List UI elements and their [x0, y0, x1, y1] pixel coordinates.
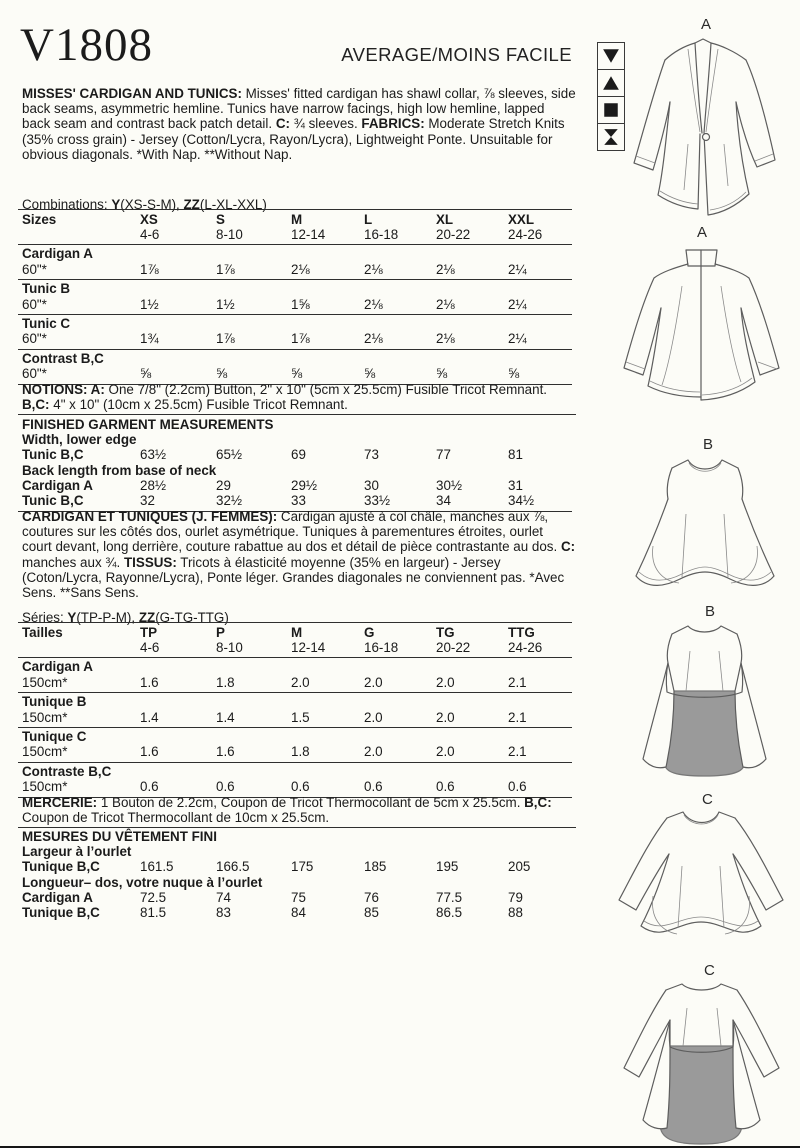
cell: 0.6 [436, 779, 455, 795]
cardigan-a-back-drawing [612, 244, 792, 406]
table-row [18, 349, 572, 384]
cell: 2¼ [508, 331, 527, 347]
combo-y: Y [111, 197, 121, 212]
row-name: Contrast B,C [22, 351, 104, 367]
notions-english [18, 382, 576, 415]
mercerie-text2: Coupon de Tricot Thermocollant de 10cm x 25.5cm. [22, 810, 330, 826]
cell: 81 [508, 447, 523, 463]
size-range: 8-10 [216, 639, 243, 655]
series-y: Y [67, 610, 77, 625]
cell: 30 [364, 477, 379, 493]
measure-group-label: Largeur à l’ourlet [22, 844, 132, 860]
measure-group-label: Width, lower edge [22, 432, 137, 448]
row-unit: 150cm* [22, 674, 68, 690]
mercerie-text: 1 Bouton de 2.2cm, Coupon de Tricot Thermocollant de 5cm x 25.5cm. [97, 795, 525, 810]
size-col: L [364, 211, 373, 227]
cell: 2⅛ [364, 331, 383, 347]
yardage-table-english [18, 209, 572, 385]
series-y-sizes: (TP-P-M), [76, 610, 139, 625]
cell: 1⅞ [140, 261, 159, 277]
cell: 1.6 [216, 744, 235, 760]
cell: 83 [216, 905, 231, 921]
cell: 73 [364, 447, 379, 463]
cell: 0.6 [364, 779, 383, 795]
cell: 72.5 [140, 889, 167, 905]
cell: 74 [216, 889, 231, 905]
cell: 1⅞ [216, 331, 235, 347]
tunic-b-front-drawing [622, 454, 787, 596]
size-col: TTG [508, 624, 535, 640]
cell: ⅝ [291, 366, 303, 382]
cell: 0.6 [140, 779, 159, 795]
size-range: 12-14 [291, 639, 326, 655]
table-header [18, 622, 572, 657]
cell: 34½ [508, 493, 535, 509]
row-name: Tunique B [22, 694, 87, 710]
size-col: P [216, 624, 225, 640]
cell: 2.1 [508, 709, 527, 725]
combo-zz-sizes: (L-XL-XXL) [199, 197, 267, 212]
row-name: Cardigan A [22, 246, 93, 262]
size-range: 24-26 [508, 639, 543, 655]
table-row [18, 692, 572, 727]
cell: 32 [140, 493, 155, 509]
cell: 1½ [216, 296, 235, 312]
cell: 1⅝ [291, 296, 310, 312]
cell: 76 [364, 889, 379, 905]
size-col: TG [436, 624, 455, 640]
fabrics-heading: FABRICS: [361, 116, 425, 132]
mercerie-heading: MERCERIE: [22, 795, 98, 810]
cell: 0.6 [291, 779, 310, 795]
cell: 0.6 [216, 779, 235, 795]
cell: 1.8 [291, 744, 310, 760]
row-name: Tunique B,C [22, 905, 100, 921]
cell: 2¼ [508, 261, 527, 277]
desc-en-text2: ¾ sleeves. [289, 116, 362, 132]
cell: 69 [291, 447, 306, 463]
series-label: Séries: [22, 610, 68, 625]
size-col: M [291, 211, 303, 227]
table-header [18, 209, 572, 244]
cell: 79 [508, 889, 523, 905]
row-unit: 60"* [22, 331, 47, 347]
notions-bc: B,C: [22, 397, 50, 413]
row-name: Tunic B [22, 281, 71, 297]
size-col: S [216, 211, 225, 227]
difficulty-label: AVERAGE/MOINS FACILE [341, 44, 572, 65]
row-unit: 60"* [22, 366, 47, 382]
desc-fr-heading: CARDIGAN ET TUNIQUES (J. FEMMES): [22, 509, 278, 524]
contrast-back-panel [665, 691, 744, 776]
cell: 166.5 [216, 859, 250, 875]
tunic-c-back-drawing [613, 980, 791, 1148]
row-unit: 60"* [22, 261, 47, 277]
cell: ⅝ [436, 366, 448, 382]
cell: 2⅛ [436, 331, 455, 347]
notions-heading: NOTIONS: A: [22, 382, 105, 397]
cell: 185 [364, 859, 387, 875]
row-unit: 150cm* [22, 744, 68, 760]
view-label-b-front: B [703, 436, 714, 453]
cell: 195 [436, 859, 459, 875]
view-label-c-back: C [704, 962, 715, 979]
cell: 28½ [140, 477, 167, 493]
view-label-a-front: A [701, 16, 712, 33]
cell: 81.5 [140, 905, 167, 921]
row-name: Cardigan A [22, 659, 93, 675]
cell: 1⅞ [291, 331, 310, 347]
cell: 65½ [216, 447, 243, 463]
table-row [18, 279, 572, 314]
cell: 2⅛ [436, 296, 455, 312]
finished-measurements-english [18, 416, 572, 512]
notions-text2: 4" x 10" (10cm x 25.5cm) Fusible Tricot Remnant. [49, 397, 348, 413]
cell: 75 [291, 889, 306, 905]
cell: 84 [291, 905, 306, 921]
size-col: XS [140, 211, 158, 227]
mercerie-bc: B,C: [524, 795, 552, 810]
size-range: 4-6 [140, 226, 160, 242]
cell: 0.6 [508, 779, 527, 795]
contrast-back-panel [660, 1046, 742, 1144]
yardage-table-french [18, 622, 572, 798]
cell: 2.1 [508, 744, 527, 760]
cell: 1.5 [291, 709, 310, 725]
row-unit: 60"* [22, 296, 47, 312]
cell: 175 [291, 859, 314, 875]
description-french [22, 509, 576, 600]
cell: 29 [216, 477, 231, 493]
cell: 1½ [140, 296, 159, 312]
cell: 2⅛ [364, 296, 383, 312]
table-row [18, 727, 572, 762]
row-name: Cardigan A [22, 889, 93, 905]
cell: 86.5 [436, 905, 463, 921]
table-row [18, 314, 572, 349]
row-unit: 150cm* [22, 709, 68, 725]
measure-group-label: Longueur– dos, votre nuque à l’ourlet [22, 874, 263, 890]
size-range: 20-22 [436, 226, 471, 242]
cell: 2⅛ [291, 261, 310, 277]
cell: 2¼ [508, 296, 527, 312]
combo-zz: ZZ [183, 197, 200, 212]
cell: 33½ [364, 493, 391, 509]
table-row [18, 657, 572, 692]
view-label-b-back: B [705, 603, 716, 620]
cell: ⅝ [216, 366, 228, 382]
cell: ⅝ [140, 366, 152, 382]
cell: 85 [364, 905, 379, 921]
combinations-label: Combinations: [22, 197, 112, 212]
combo-y-sizes: (XS-S-M), [120, 197, 184, 212]
cell: 88 [508, 905, 523, 921]
cell: 31 [508, 477, 523, 493]
cell: 1.6 [140, 744, 159, 760]
cell: 30½ [436, 477, 463, 493]
cell: 2.0 [364, 674, 383, 690]
cell: 2⅛ [436, 261, 455, 277]
cell: 1.6 [140, 674, 159, 690]
view-label-a-back: A [697, 224, 708, 241]
size-col: TP [140, 624, 158, 640]
size-range: 16-18 [364, 226, 399, 242]
cell: 33 [291, 493, 306, 509]
series-zz-sizes: (G-TG-TTG) [155, 610, 229, 625]
row-name: Contraste B,C [22, 764, 112, 780]
cell: 1.4 [140, 709, 159, 725]
tunic-c-front-drawing [605, 808, 797, 953]
cardigan-a-front-drawing [618, 36, 793, 224]
row-name: Tunic B,C [22, 493, 84, 509]
desc-en-view-c: C: [275, 116, 290, 132]
cell: 1.4 [216, 709, 235, 725]
row-name: Tunique B,C [22, 859, 100, 875]
cell: 2.0 [436, 709, 455, 725]
row-name: Tunic C [22, 316, 71, 332]
cell: 1⅞ [216, 261, 235, 277]
cell: 63½ [140, 447, 167, 463]
col-header: Tailles [22, 624, 63, 640]
mercerie-french [18, 795, 576, 828]
size-range: 12-14 [291, 226, 326, 242]
cell: 34 [436, 493, 451, 509]
size-col: XL [436, 211, 454, 227]
size-range: 20-22 [436, 639, 471, 655]
cell: 29½ [291, 477, 318, 493]
size-col: XXL [508, 211, 535, 227]
desc-fr-view-c: C: [560, 539, 576, 555]
cell: 161.5 [140, 859, 174, 875]
cell: 1.8 [216, 674, 235, 690]
cell: 2.0 [436, 674, 455, 690]
notions-text: One 7/8" (2.2cm) Button, 2" x 10" (5cm x 25.5cm) Fusible Tricot Remnant. [104, 382, 548, 397]
series-zz: ZZ [138, 610, 156, 625]
tissus-text: Tricots à élasticité moyenne (35% en largeur) - Jersey (Coton/Lycra, Rayonne/Lycra), Ponte léger. Grandes diagonales ne conviennent pas. *Avec Sens. **Sans Sens. [22, 554, 565, 601]
description-english [22, 86, 576, 162]
desc-fr-text2: manches aux ¾. [22, 554, 124, 570]
cell: 2.1 [508, 674, 527, 690]
size-range: 24-26 [508, 226, 543, 242]
cell: 2.0 [364, 709, 383, 725]
pattern-number: V1808 [20, 19, 153, 71]
view-label-c-front: C [702, 791, 713, 808]
table-row [18, 762, 572, 797]
cell: 2.0 [364, 744, 383, 760]
cell: 2.0 [291, 674, 310, 690]
row-name: Cardigan A [22, 477, 93, 493]
size-range: 4-6 [140, 639, 160, 655]
cell: 1¾ [140, 331, 159, 347]
fabrics-text: Moderate Stretch Knits (35% cross grain) - Jersey (Cotton/Lycra, Rayon/Lycra), Lightweight Ponte. Unsuitable for obvious diagonals. *With Nap. **Without Nap. [22, 116, 565, 162]
section-title: FINISHED GARMENT MEASUREMENTS [22, 417, 274, 432]
cell: 2.0 [436, 744, 455, 760]
cell: 2⅛ [364, 261, 383, 277]
size-col: M [291, 624, 303, 640]
desc-en-heading: MISSES' CARDIGAN AND TUNICS: [22, 86, 242, 101]
size-col: G [364, 624, 375, 640]
measure-group-label: Back length from base of neck [22, 462, 217, 478]
desc-en-text: Misses' fitted cardigan has shawl collar, ⅞ sleeves, side back seams, asymmetric hemline. Tunics have narrow facings, high low hemline, lapped back seam and contrast back patch detail. [22, 86, 576, 132]
tunic-b-back-drawing [622, 621, 787, 779]
finished-measurements-french [18, 829, 572, 920]
cell: 32½ [216, 493, 243, 509]
size-range: 16-18 [364, 639, 399, 655]
size-range: 8-10 [216, 226, 243, 242]
cell: ⅝ [364, 366, 376, 382]
tissus-heading: TISSUS: [123, 554, 177, 570]
table-row [18, 244, 572, 279]
col-header: Sizes [22, 211, 57, 227]
desc-fr-text: Cardigan ajusté à col châle, manches aux ⅞, coutures sur les côtés dos, ourlet asymétrique. Tuniques à parementures étroites, ourlet court devant, long derrière, couture rabattue au dos et détail de pièce contrastante au dos. [22, 509, 561, 555]
cell: ⅝ [508, 366, 520, 382]
section-title: MESURES DU VÊTEMENT FINI [22, 829, 217, 844]
row-unit: 150cm* [22, 779, 68, 795]
row-name: Tunic B,C [22, 447, 84, 463]
row-name: Tunique C [22, 729, 87, 745]
cell: 205 [508, 859, 531, 875]
cell: 77 [436, 447, 451, 463]
cell: 77.5 [436, 889, 463, 905]
